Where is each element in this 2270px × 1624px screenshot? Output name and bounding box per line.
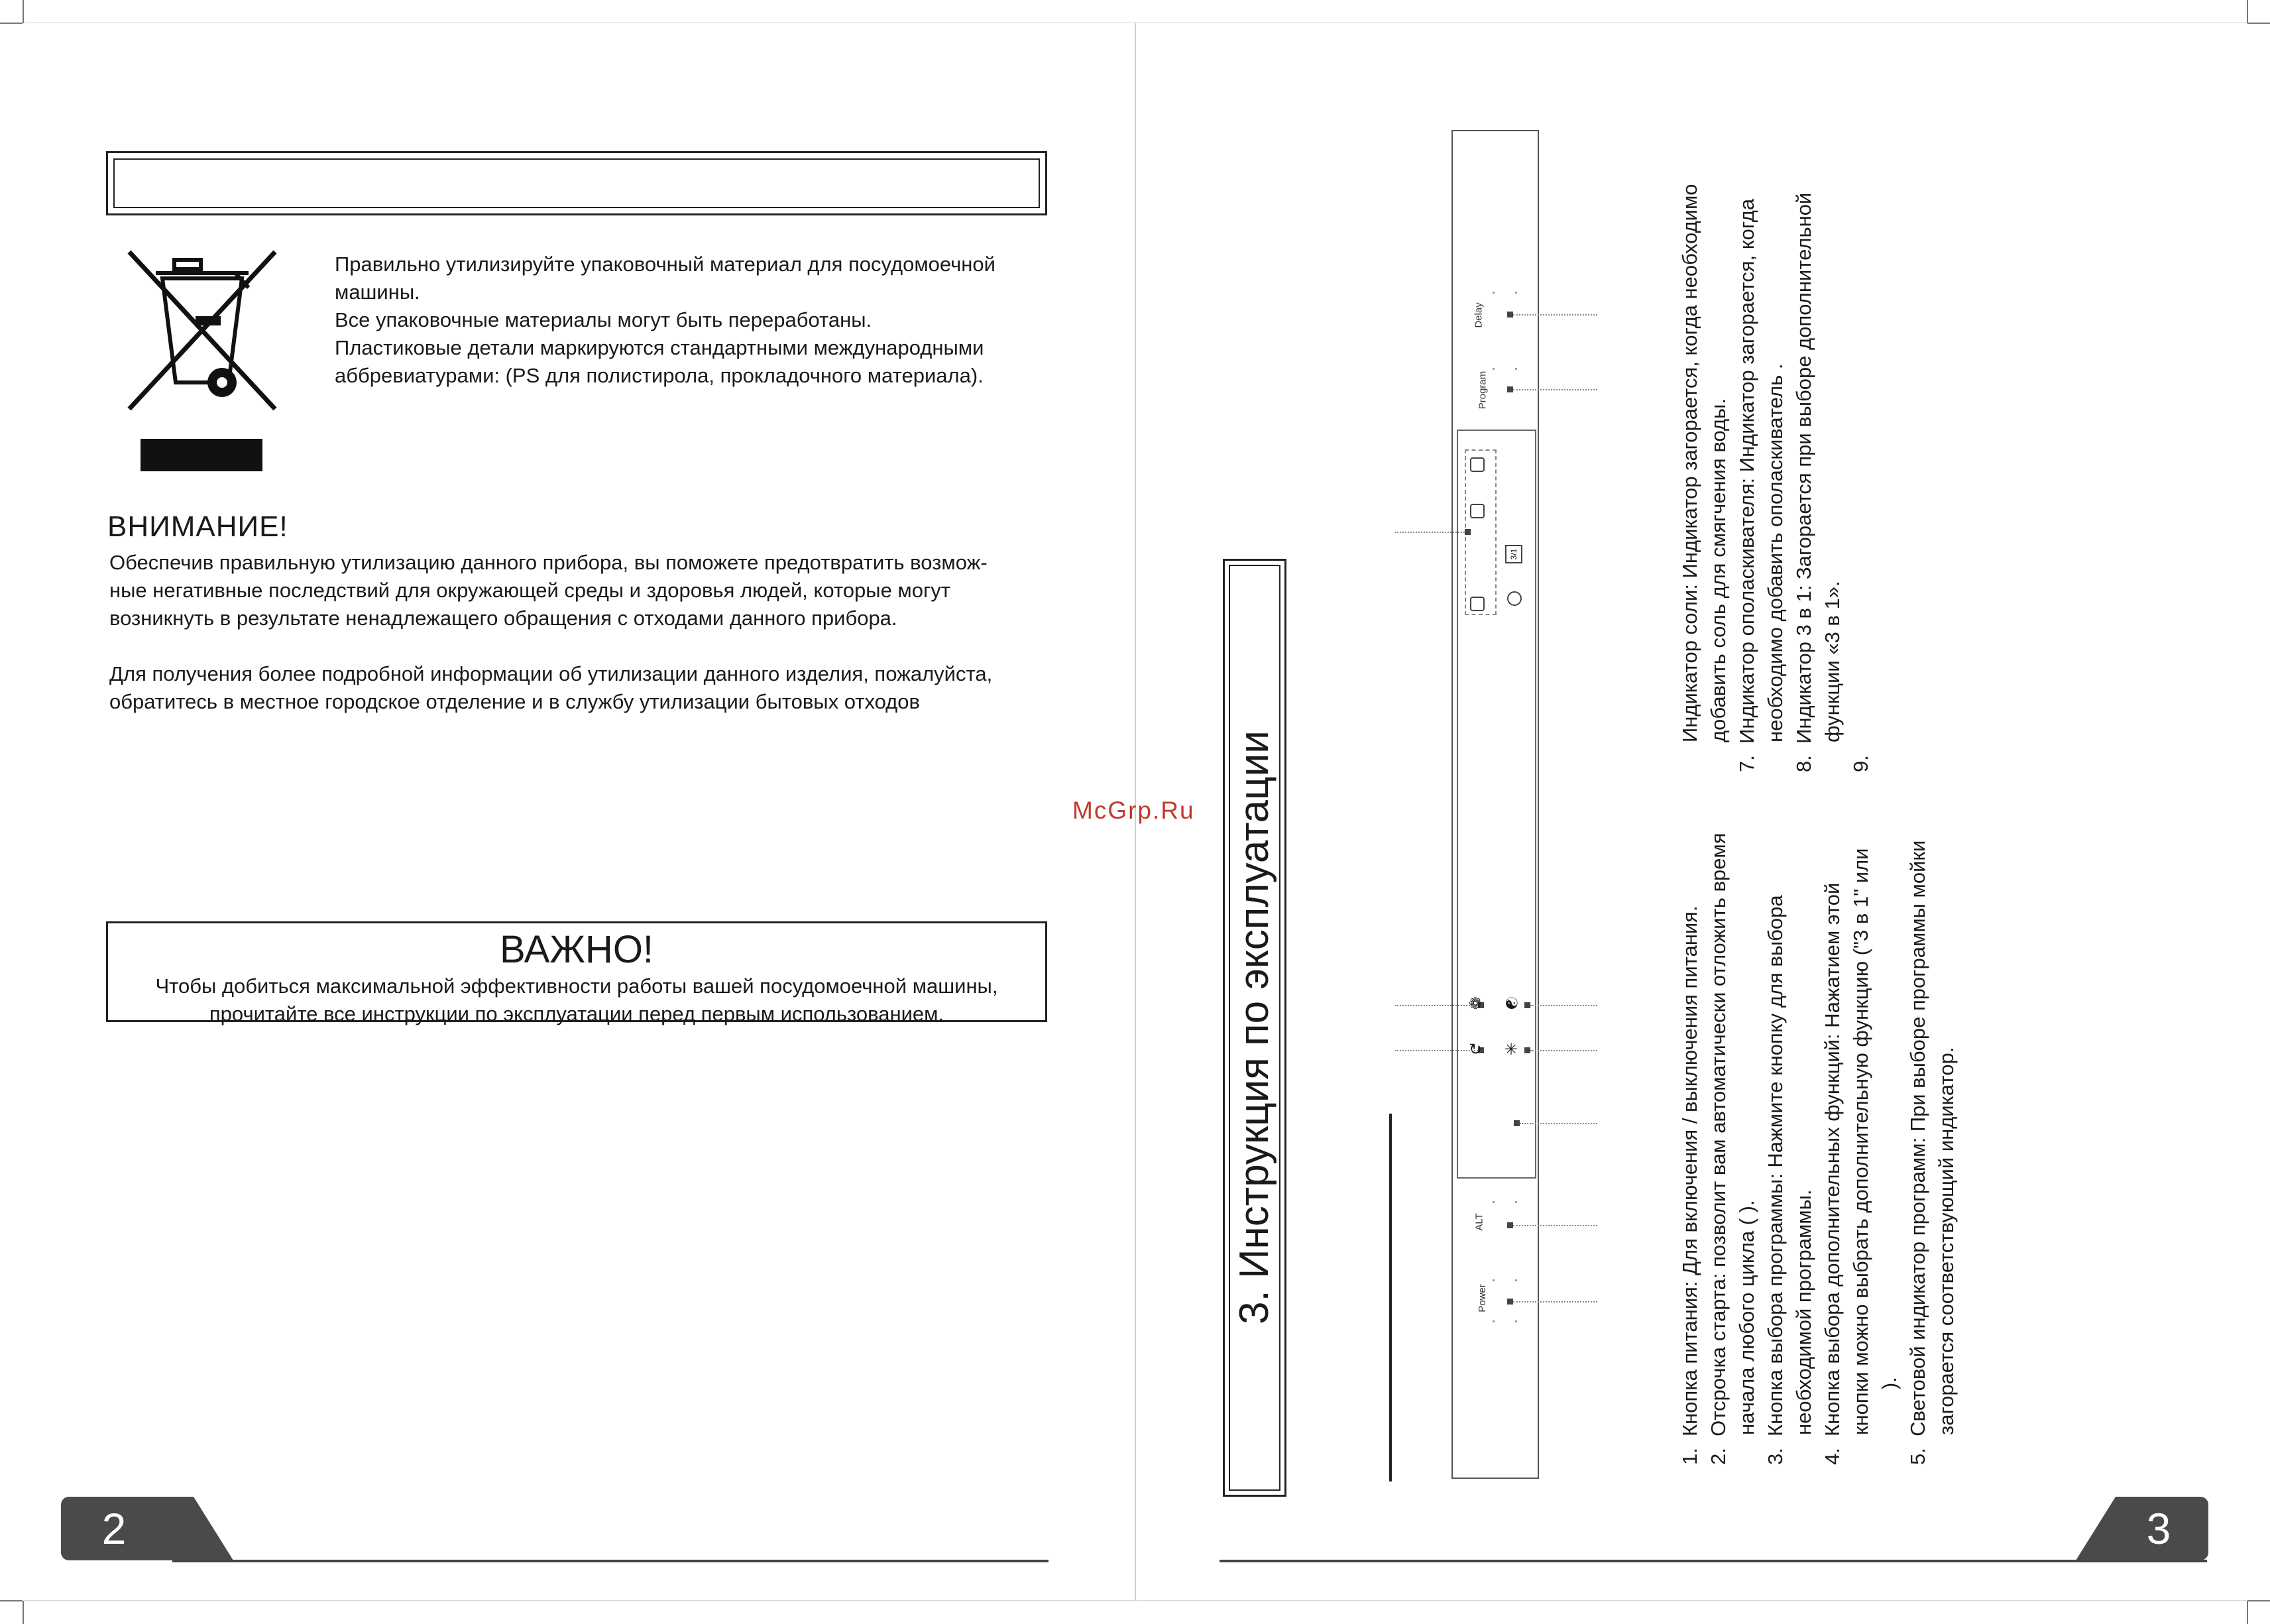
panel-dot: [1515, 1279, 1517, 1281]
panel-dot: [1493, 1279, 1495, 1281]
text-line: машины.: [335, 280, 420, 304]
crop-mark: [23, 1601, 24, 1624]
text-line: обратитесь в местное городское отделение и в службу утилизации бытовых отходов: [109, 690, 920, 713]
wash-indicator-icon: [1470, 457, 1485, 472]
leader-line: [1513, 1301, 1597, 1303]
text-line: аббревиатурами: (PS для полистирола, прокладочного материала).: [335, 364, 984, 387]
recycle-text: [335, 251, 1050, 390]
instructions-column-2: [1675, 184, 1875, 772]
leader-line: [1395, 1050, 1478, 1051]
text-line: Для получения более подробной информации об утилизации данного изделия, пожалуйста,: [109, 662, 993, 685]
alt-button[interactable]: [1507, 1222, 1513, 1228]
list-item-continuation: загорается соответствующий индикатор.: [1935, 1047, 1958, 1435]
intensive-icon: ☯: [1504, 995, 1519, 1013]
list-item-continuation: кнопки можно выбрать дополнительную функцию ("3 в 1" или: [1849, 848, 1872, 1435]
crop-mark: [0, 23, 23, 24]
leader-line: [1530, 1005, 1597, 1006]
leader-line: [1395, 1005, 1478, 1006]
rapid-icon: ✳: [1504, 1041, 1518, 1059]
list-item: 1. Кнопка питания: Для включения / выключения питания.: [1678, 905, 1701, 1465]
text-line: [109, 632, 1050, 660]
power-button[interactable]: [1507, 1299, 1513, 1305]
list-item-continuation: ).: [1878, 1377, 1901, 1435]
crop-mark: [2247, 0, 2248, 23]
leader-line: [1530, 1050, 1597, 1051]
text-line: Пластиковые детали маркируются стандартными международными: [335, 336, 984, 359]
indicator-marker: [1524, 1047, 1530, 1053]
indicator-marker: [1465, 529, 1471, 535]
page-number-tab: [61, 1497, 194, 1560]
list-item-continuation: функции «3 в 1».: [1821, 581, 1844, 742]
list-item: 4. Кнопка выбора дополнительных функций: Нажатием этой: [1821, 882, 1844, 1465]
panel-dot: [1515, 292, 1517, 294]
page-number-tab: [2116, 1497, 2208, 1560]
text-line: Чтобы добиться максимальной эффективности работы вашей посудомоечной машины,: [155, 974, 998, 998]
list-item: 9.: [1849, 755, 1872, 772]
list-item-continuation: начала любого цикла ( ).: [1735, 1200, 1758, 1435]
list-item: 2. Отсрочка старта: позволит вам автоматически отложить время: [1707, 833, 1730, 1465]
crop-mark: [2247, 1601, 2248, 1624]
eco-icon: ❁: [1469, 995, 1483, 1013]
program-light: [1514, 1120, 1520, 1126]
leader-line: [1520, 1123, 1597, 1124]
panel-dot: [1515, 368, 1517, 370]
indicator-marker: [1524, 1002, 1530, 1008]
text-line: возникнуть в результате ненадлежащего обращения с отходами данного прибора.: [109, 607, 897, 630]
leader-line: [1513, 314, 1597, 316]
delay-label: Delay: [1473, 302, 1485, 328]
footer-rule: [1220, 1560, 2207, 1562]
salt-indicator-icon: [1470, 597, 1485, 611]
panel-dot: [1515, 1201, 1517, 1203]
leader-line: [1513, 1225, 1597, 1226]
crop-mark: [2247, 1600, 2270, 1601]
panel-dot: [1493, 292, 1495, 294]
important-box: [106, 921, 1047, 1025]
auto-icon: ↻: [1469, 1041, 1483, 1059]
crop-mark: [2247, 23, 2270, 24]
list-item: 8. Индикатор 3 в 1: Загорается при выборе дополнительной: [1792, 192, 1815, 772]
watermark: McGrp.Ru: [1072, 797, 1195, 824]
important-title: ВАЖНО!: [499, 928, 654, 971]
crop-mark: [0, 1600, 23, 1601]
instructions-column-1: [1675, 833, 1960, 1465]
list-item-continuation: необходимо добавить ополаскиватель .: [1764, 363, 1787, 742]
alt-label: ALT: [1473, 1213, 1485, 1231]
vertical-rule: [1389, 1114, 1392, 1481]
warning-title: ВНИМАНИЕ!: [107, 510, 288, 543]
footer-rule: [172, 1560, 1049, 1562]
text-line: Обеспечив правильную утилизацию данного прибора, вы поможете предотвратить возмож-: [109, 551, 988, 574]
dry-indicator-icon: [1507, 591, 1522, 606]
section-title: 3. Инструкция по эксплуатации: [1231, 730, 1277, 1324]
list-item-continuation: необходимой программы.: [1792, 1189, 1815, 1435]
page-number: 3: [2146, 1504, 2171, 1553]
text-line: ные негативные последствий для окружающей среды и здоровья людей, которые могут: [109, 579, 950, 602]
page-number: 2: [101, 1504, 127, 1553]
program-label: Program: [1477, 371, 1489, 410]
leader-line: [1395, 532, 1465, 533]
panel-dot: [1515, 1320, 1517, 1322]
list-item: 3. Кнопка выбора программы: Нажмите кнопку для выбора: [1764, 895, 1787, 1465]
panel-dot: [1493, 368, 1495, 370]
delay-button[interactable]: [1507, 312, 1513, 318]
crop-mark: [23, 0, 24, 23]
leader-line: [1513, 389, 1597, 390]
header-box: [106, 151, 1047, 215]
bin-underline-bar: [141, 439, 262, 471]
panel-dot: [1493, 1201, 1495, 1203]
panel-dot: [1493, 1320, 1495, 1322]
three-in-one-icon: 3/1: [1505, 545, 1522, 563]
list-item-continuation: добавить соль для смягчения воды.: [1707, 398, 1730, 742]
program-button[interactable]: [1507, 386, 1513, 392]
text-line: прочитайте все инструкции по эксплуатации перед первым использованием.: [209, 1002, 944, 1025]
list-item: 7. Индикатор ополаскивателя: Индикатор загорается, когда: [1735, 198, 1758, 772]
rinse-indicator-icon: [1470, 504, 1485, 518]
text-line: Все упаковочные материалы могут быть переработаны.: [335, 308, 872, 331]
list-item: Индикатор соли: Индикатор загорается, когда необходимо: [1678, 184, 1701, 742]
important-text: [108, 972, 1045, 1028]
crossed-bin-icon: [123, 247, 282, 419]
warning-text: [109, 549, 1050, 716]
power-label: Power: [1476, 1284, 1488, 1312]
text-line: Правильно утилизируйте упаковочный материал для посудомоечной: [335, 253, 995, 276]
list-item: 5. Световой индикатор программ: При выборе программы мойки: [1906, 840, 1929, 1465]
